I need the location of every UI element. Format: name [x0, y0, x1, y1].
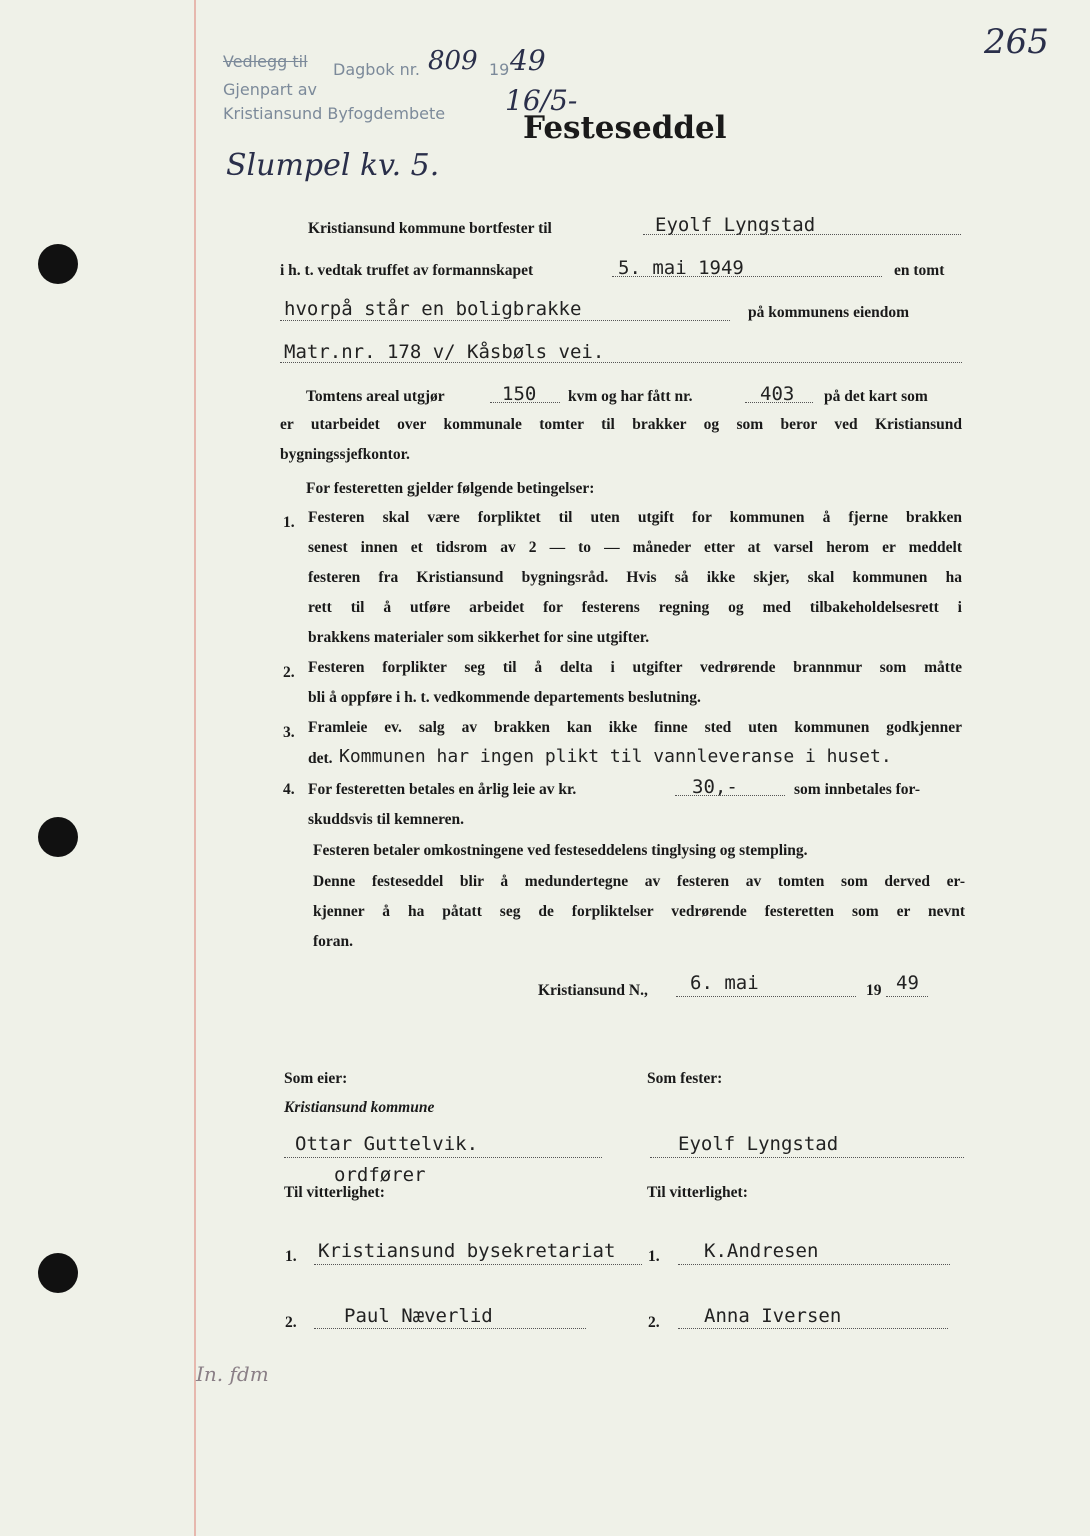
condition-1	[308, 503, 962, 653]
area-suffix: på det kart som	[824, 388, 928, 405]
resolution-prefix: i h. t. vedtak truffet av formannskapet	[280, 262, 534, 279]
lessee-witness-1: K.Andresen	[704, 1240, 819, 1262]
underline	[280, 362, 962, 363]
condition-line: bli å oppføre i h. t. vedkommende departements beslutning.	[308, 689, 701, 706]
stamp-struck-text: Vedlegg til	[223, 52, 308, 71]
closing-line: Festeren betaler omkostningene ved festeseddelens tinglysing og stempling.	[313, 842, 808, 859]
owner-label: Som eier:	[284, 1070, 348, 1087]
condition-line: Framleie ev. salg av brakken kan ikke finne sted uten kommunen godkjenner	[308, 719, 962, 736]
punch-hole	[38, 244, 78, 284]
area-prefix: Tomtens areal utgjør	[306, 388, 445, 405]
area-line2: er utarbeidet over kommunale tomter til brakker og som beror ved Kristiansund	[280, 416, 962, 433]
underline	[314, 1264, 642, 1265]
rent-prefix: For festeretten betales en årlig leie av kr.	[308, 781, 577, 798]
witness-number: 1.	[648, 1248, 660, 1265]
signing-date: 6. mai	[690, 972, 759, 994]
area-value: 150	[502, 383, 537, 405]
stamp-dagbok-label: Dagbok nr.	[333, 60, 420, 79]
underline	[676, 996, 856, 997]
owner-signature: Ottar Guttelvik.	[295, 1133, 479, 1155]
rent-line2: skuddsvis til kemneren.	[308, 811, 465, 828]
owner-witness-label: Til vitterlighet:	[284, 1184, 385, 1201]
stamp-line2: Gjenpart av	[223, 80, 317, 99]
stamp-year-suffix: 49	[510, 44, 546, 77]
underline	[678, 1264, 950, 1265]
condition-line: senest innen et tidsrom av 2 — to — måneder etter at varsel herom er meddelt	[308, 539, 962, 556]
handwritten-note: Slumpel kv. 5.	[226, 148, 440, 183]
closing-line: Denne festeseddel blir å medundertegne av festeren av tomten som derved er-	[313, 873, 965, 890]
underline	[284, 1157, 602, 1158]
condition-line: Festeren skal være forpliktet til uten utgift for kommunen å fjerne brakken	[308, 509, 962, 526]
place-label: Kristiansund N.,	[538, 982, 648, 999]
underline	[678, 1328, 948, 1329]
underline	[490, 402, 560, 403]
underline	[886, 996, 928, 997]
lessee-signature: Eyolf Lyngstad	[678, 1133, 839, 1155]
condition-number: 2.	[283, 664, 295, 681]
typed-addition: Kommunen har ingen plikt til vannleveranse i huset.	[339, 746, 892, 767]
owner-org: Kristiansund kommune	[284, 1099, 435, 1116]
condition-number: 1.	[283, 514, 295, 531]
building-text: hvorpå står en boligbrakke	[284, 298, 582, 320]
witness-number: 2.	[648, 1314, 660, 1331]
condition-line: festeren fra Kristiansund bygningsråd. Hvis så ikke skjer, skal kommunen ha	[308, 569, 962, 586]
underline	[650, 1157, 964, 1158]
underline	[280, 320, 730, 321]
underline	[612, 276, 882, 277]
condition-line: det.	[308, 750, 333, 767]
witness-number: 1.	[285, 1248, 297, 1265]
condition-number: 4.	[283, 781, 295, 798]
resolution-date: 5. mai 1949	[618, 257, 744, 279]
location-text: Matr.nr. 178 v/ Kåsbøls vei.	[284, 341, 605, 363]
condition-line: rett til å utføre arbeidet for festerens regning og med tilbakeholdelsesrett i	[308, 599, 962, 616]
underline	[314, 1328, 586, 1329]
lessee-witness-label: Til vitterlighet:	[647, 1184, 748, 1201]
lessee-label: Som fester:	[647, 1070, 723, 1087]
stamp-year-prefix: 19	[489, 60, 510, 79]
footer-note: In. fdm	[196, 1362, 269, 1386]
condition-line: brakkens materialer som sikkerhet for sine utgifter.	[308, 629, 650, 646]
owner-witness-2: Paul Næverlid	[344, 1305, 493, 1327]
stamp-handwritten-date: 16/5-	[505, 84, 578, 117]
condition-2	[308, 653, 962, 713]
plot-number: 403	[760, 383, 795, 405]
stamp-dagbok-number: 809	[428, 46, 478, 76]
punch-hole	[38, 817, 78, 857]
document-title: Festeseddel	[523, 110, 727, 146]
lessee-witness-2: Anna Iversen	[704, 1305, 842, 1327]
witness-number: 2.	[285, 1314, 297, 1331]
area-mid: kvm og har fått nr.	[568, 388, 693, 405]
condition-number: 3.	[283, 724, 295, 741]
tomt-label: en tomt	[894, 262, 945, 279]
area-paragraph	[280, 410, 962, 470]
punch-hole	[38, 1253, 78, 1293]
underline	[675, 795, 785, 796]
signing-year: 49	[896, 972, 919, 994]
underline	[643, 234, 961, 235]
margin-line	[194, 0, 196, 1536]
rent-amount: 30,-	[692, 776, 738, 798]
owner-witness-1: Kristiansund bysekretariat	[318, 1240, 616, 1262]
property-text: på kommunens eiendom	[748, 304, 910, 321]
lessee-name: Eyolf Lyngstad	[655, 214, 816, 236]
underline	[745, 402, 813, 403]
closing-line: kjenner å ha påtatt seg de forpliktelser vedrørende festeretten som er nevnt	[313, 903, 965, 920]
year-prefix: 19	[866, 982, 882, 999]
conditions-intro: For festeretten gjelder følgende betingelser:	[306, 480, 595, 497]
condition-3	[308, 713, 962, 743]
stamp-line3: Kristiansund Byfogdembete	[223, 104, 446, 123]
closing-paragraph	[313, 867, 965, 957]
owner-title: ordfører	[334, 1164, 426, 1186]
lessor-text: Kristiansund kommune bortfester til	[308, 220, 552, 237]
condition-line: Festeren forplikter seg til å delta i utgifter vedrørende brannmur som måtte	[308, 659, 962, 676]
area-line3: bygningssjefkontor.	[280, 446, 410, 463]
rent-suffix: som innbetales for-	[794, 781, 920, 798]
page-number: 265	[984, 22, 1049, 62]
closing-line: foran.	[313, 933, 354, 950]
